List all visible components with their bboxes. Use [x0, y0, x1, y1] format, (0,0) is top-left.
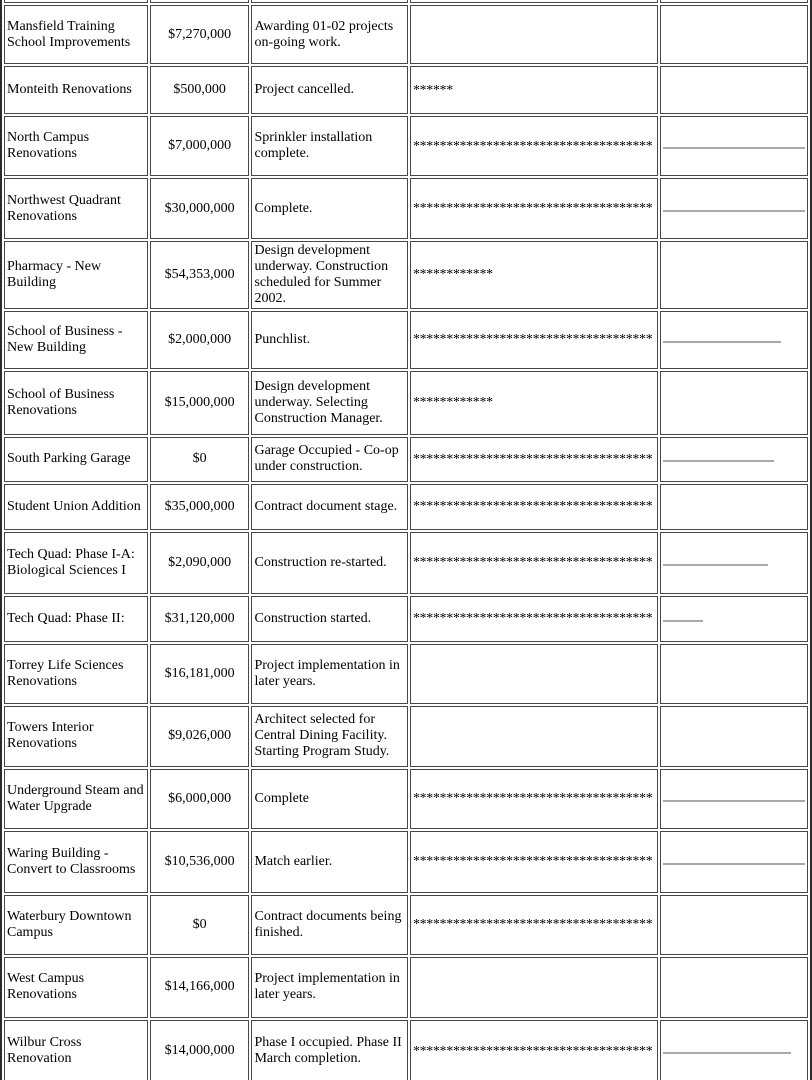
project-name-cell: Towers Interior Renovations	[4, 706, 148, 767]
budget-cell: $54,353,000	[150, 241, 250, 309]
project-name-cell: School of Business - New Building	[4, 311, 148, 369]
table-row	[4, 831, 808, 893]
status-cell: Awarding 01-02 projects on-going work.	[251, 5, 408, 64]
table-row	[4, 957, 808, 1018]
project-name-cell: Student Union Addition	[4, 484, 148, 530]
notes-cell	[660, 371, 808, 435]
project-name-cell: Waterbury Downtown Campus	[4, 895, 148, 955]
progress-asterisks: ************************************	[413, 790, 653, 806]
signature-line	[663, 620, 703, 622]
table-row	[4, 895, 808, 955]
project-name-cell: South Parking Garage	[4, 437, 148, 482]
notes-cell	[660, 532, 808, 594]
progress-asterisks: ************************************	[413, 200, 653, 216]
table-row	[4, 241, 808, 309]
table-row	[4, 66, 808, 114]
table-row	[4, 1020, 808, 1080]
budget-cell: $6,000,000	[150, 769, 250, 829]
notes-cell	[660, 957, 808, 1018]
progress-asterisks: ************************************	[413, 137, 653, 153]
progress-cell	[410, 957, 658, 1018]
status-cell: Construction re-started.	[251, 532, 408, 594]
progress-cell	[410, 241, 658, 309]
signature-line	[663, 800, 805, 802]
status-cell: Project cancelled.	[251, 66, 408, 114]
project-name-cell: School of Business Renovations	[4, 371, 148, 435]
table-row	[4, 596, 808, 642]
progress-asterisks: ************************************	[413, 610, 653, 626]
budget-cell: $500,000	[150, 66, 250, 114]
signature-line	[663, 1052, 791, 1054]
signature-line	[663, 863, 805, 865]
progress-asterisks: ************************************	[413, 554, 653, 570]
progress-cell	[410, 484, 658, 530]
table-row	[4, 5, 808, 64]
budget-cell: $7,000,000	[150, 116, 250, 176]
notes-cell	[660, 769, 808, 829]
progress-cell	[410, 66, 658, 114]
progress-cell	[410, 311, 658, 369]
progress-cell	[410, 371, 658, 435]
status-cell: Punchlist.	[251, 311, 408, 369]
table-row	[4, 706, 808, 767]
budget-cell: $0	[150, 437, 250, 482]
notes-cell	[660, 5, 808, 64]
progress-cell	[410, 178, 658, 239]
status-cell: Phase I occupied. Phase II March completion.	[251, 1020, 408, 1080]
budget-cell: $35,000,000	[150, 484, 250, 530]
notes-cell	[660, 241, 808, 309]
status-cell: Sprinkler installation complete.	[251, 116, 408, 176]
status-cell: Architect selected for Central Dining Facility. Starting Program Study.	[251, 706, 408, 767]
project-name-cell: Pharmacy - New Building	[4, 241, 148, 309]
project-name-cell: Wilbur Cross Renovation	[4, 1020, 148, 1080]
project-name-cell: Torrey Life Sciences Renovations	[4, 644, 148, 704]
project-name-cell: Tech Quad: Phase II:	[4, 596, 148, 642]
notes-cell	[660, 484, 808, 530]
status-cell: Complete	[251, 769, 408, 829]
project-name-cell: Northwest Quadrant Renovations	[4, 178, 148, 239]
status-cell: Match earlier.	[251, 831, 408, 893]
status-cell: Garage Occupied - Co-op under construction.	[251, 437, 408, 482]
progress-cell	[410, 706, 658, 767]
progress-asterisks: ******	[413, 81, 453, 97]
project-name-cell: North Campus Renovations	[4, 116, 148, 176]
project-name-cell: Mansfield Training School Improvements	[4, 5, 148, 64]
status-cell: Project implementation in later years.	[251, 957, 408, 1018]
notes-cell	[660, 706, 808, 767]
notes-cell	[660, 596, 808, 642]
progress-cell	[410, 116, 658, 176]
progress-cell	[410, 1020, 658, 1080]
progress-asterisks: ************************************	[413, 331, 653, 347]
table-row	[4, 644, 808, 704]
notes-cell	[660, 311, 808, 369]
project-name-cell: Monteith Renovations	[4, 66, 148, 114]
progress-cell	[410, 895, 658, 955]
signature-line	[663, 460, 774, 462]
status-cell: Design development underway. Construction scheduled for Summer 2002.	[251, 241, 408, 309]
budget-cell: $14,000,000	[150, 1020, 250, 1080]
notes-cell	[660, 831, 808, 893]
progress-asterisks: ************************************	[413, 853, 653, 869]
budget-cell: $10,536,000	[150, 831, 250, 893]
progress-asterisks: ************************************	[413, 498, 653, 514]
budget-cell: $14,166,000	[150, 957, 250, 1018]
table-row	[4, 178, 808, 239]
notes-cell	[660, 437, 808, 482]
clipped-cell	[251, 0, 408, 3]
progress-cell	[410, 596, 658, 642]
project-name-cell: West Campus Renovations	[4, 957, 148, 1018]
status-cell: Contract documents being finished.	[251, 895, 408, 955]
notes-cell	[660, 895, 808, 955]
progress-asterisks: ************************************	[413, 916, 653, 932]
progress-cell	[410, 5, 658, 64]
progress-asterisks: ************************************	[413, 450, 653, 466]
status-cell: Project implementation in later years.	[251, 644, 408, 704]
progress-asterisks: ************	[413, 394, 493, 410]
signature-line	[663, 341, 781, 343]
clipped-cell	[660, 0, 808, 3]
budget-cell: $16,181,000	[150, 644, 250, 704]
signature-line	[663, 210, 805, 212]
projects-table-body	[4, 0, 808, 1080]
notes-cell	[660, 644, 808, 704]
table-row	[4, 437, 808, 482]
budget-cell: $2,090,000	[150, 532, 250, 594]
progress-asterisks: ************	[413, 266, 493, 282]
status-cell: Design development underway. Selecting Construction Manager.	[251, 371, 408, 435]
notes-cell	[660, 178, 808, 239]
notes-cell	[660, 1020, 808, 1080]
budget-cell: $0	[150, 895, 250, 955]
progress-asterisks: ************************************	[413, 1042, 653, 1058]
budget-cell: $9,026,000	[150, 706, 250, 767]
signature-line	[663, 564, 768, 566]
progress-cell	[410, 644, 658, 704]
table-row	[4, 532, 808, 594]
project-name-cell: Tech Quad: Phase I-A: Biological Sciences I	[4, 532, 148, 594]
status-cell: Construction started.	[251, 596, 408, 642]
table-row	[4, 371, 808, 435]
notes-cell	[660, 66, 808, 114]
clipped-cell	[4, 0, 148, 3]
progress-cell	[410, 831, 658, 893]
status-cell: Complete.	[251, 178, 408, 239]
clipped-top-row	[4, 0, 808, 3]
budget-cell: $31,120,000	[150, 596, 250, 642]
table-row	[4, 311, 808, 369]
progress-cell	[410, 769, 658, 829]
clipped-cell	[150, 0, 250, 3]
project-name-cell: Underground Steam and Water Upgrade	[4, 769, 148, 829]
progress-cell	[410, 532, 658, 594]
budget-cell: $2,000,000	[150, 311, 250, 369]
table-row	[4, 484, 808, 530]
table-row	[4, 769, 808, 829]
notes-cell	[660, 116, 808, 176]
progress-cell	[410, 437, 658, 482]
status-cell: Contract document stage.	[251, 484, 408, 530]
budget-cell: $7,270,000	[150, 5, 250, 64]
budget-cell: $30,000,000	[150, 178, 250, 239]
clipped-cell	[410, 0, 658, 3]
signature-line	[663, 147, 805, 149]
budget-cell: $15,000,000	[150, 371, 250, 435]
project-name-cell: Waring Building - Convert to Classrooms	[4, 831, 148, 893]
table-row	[4, 116, 808, 176]
